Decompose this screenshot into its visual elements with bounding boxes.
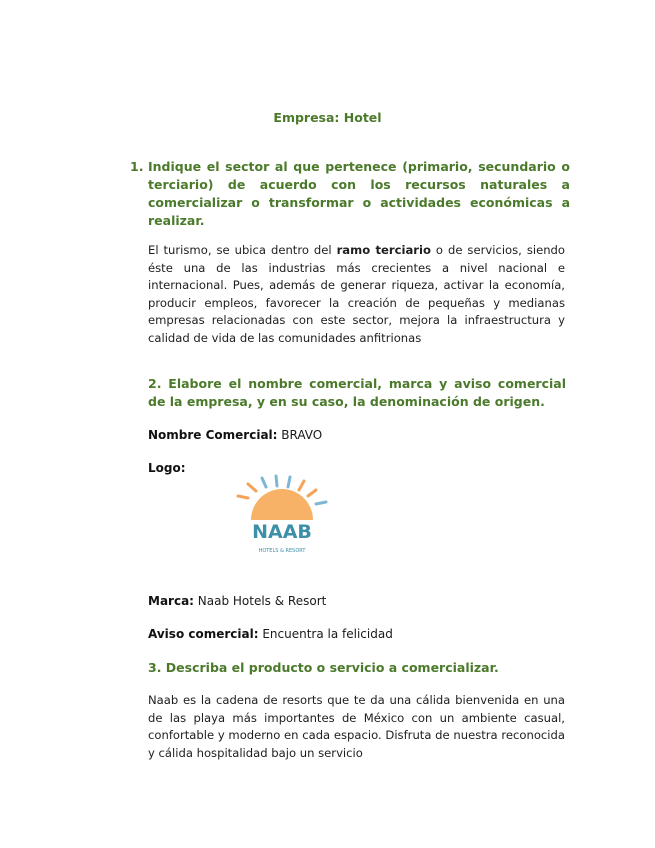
sun-ray (248, 484, 256, 491)
sun-shape (251, 489, 313, 520)
question-3: 3. Describa el producto o servicio a comercializar. (148, 660, 499, 675)
logo-wordmark: NAAB (252, 521, 312, 543)
sun-ray (238, 496, 248, 498)
sun-ray (308, 490, 316, 496)
answer-3: Naab es la cadena de resorts que te da una cálida bienvenida en una de las playa más importantes de México con un ambiente casual, confortable y moderno en cada espacio. Disfruta de nuestra reconocida y cálida hospitalidad bajo un servicio (148, 693, 565, 760)
question-1-number: 1. (130, 159, 144, 174)
question-2: 2. Elabore el nombre comercial, marca y aviso comercial de la empresa, y en su caso, la denominación de origen. (148, 376, 566, 409)
aviso-label: Aviso comercial: (148, 627, 259, 641)
logo-tagline: HOTELS & RESORT (258, 548, 306, 554)
nombre-comercial-label: Nombre Comercial: (148, 428, 278, 442)
marca-label: Marca: (148, 594, 194, 608)
sun-ray (316, 502, 326, 504)
aviso-value: Encuentra la felicidad (258, 627, 393, 641)
answer-1-bold: ramo terciario (336, 243, 431, 257)
sun-ray (276, 476, 277, 486)
aviso-line (148, 627, 393, 641)
answer-1 (148, 242, 565, 348)
sun-ray (288, 477, 290, 487)
question-1-text: Indique el sector al que pertenece (primario, secundario o terciario) de acuerdo con los recursos naturales a comercializar o transformar o actividades económicas a realizar. (148, 159, 570, 228)
page-title: Empresa: Hotel (273, 110, 382, 125)
logo-line (148, 461, 186, 475)
answer-1-after: o de servicios, siendo éste una de las industrias más crecientes a nivel nacional e internacional. Pues, además de generar riqueza, activar la economía, producir empleos, favorecer la creación de pequeñas y medianas empresas relacionadas con este sector, mejora la infraestructura y calidad de vida de las comunidades anfitrionas (148, 243, 566, 345)
sun-ray (299, 481, 304, 490)
nombre-comercial-line (148, 428, 322, 442)
marca-line (148, 594, 326, 608)
logo-label: Logo: (148, 461, 186, 475)
naab-logo (232, 474, 334, 558)
sun-ray (262, 478, 266, 487)
nombre-comercial-value: BRAVO (277, 428, 323, 442)
question-1 (130, 158, 570, 230)
answer-1-before: El turismo, se ubica dentro del (148, 243, 337, 257)
marca-value: Naab Hotels & Resort (193, 594, 327, 608)
